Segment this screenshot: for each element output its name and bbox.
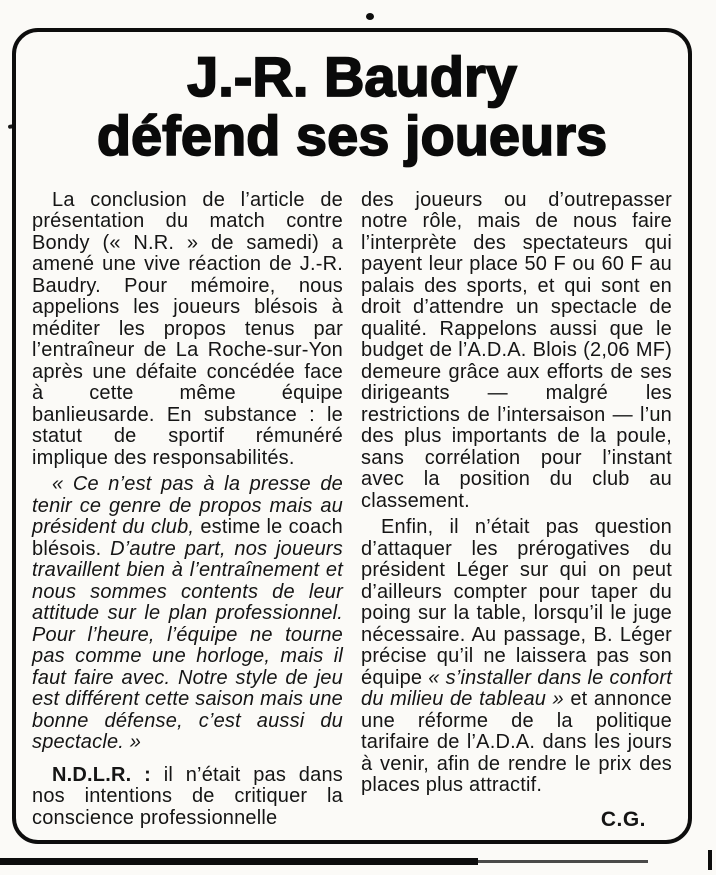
- paragraph-intro: [32, 190, 343, 470]
- headline-line-1: J.-R. Baudry: [187, 45, 517, 108]
- scan-bottom-bar-thin: [478, 860, 648, 863]
- article-columns: [16, 190, 688, 831]
- quote-part-1: « Ce n’est pas à la presse de tenir ce genre de propos mais au président du club,: [32, 473, 343, 539]
- enfin-quote: « s’installer dans le confort du milieu de tableau »: [361, 666, 672, 711]
- paragraph-enfin: [361, 517, 672, 797]
- scan-right-tick-artifact: [708, 850, 712, 870]
- scan-dot-artifact: [366, 13, 374, 20]
- paragraph-intro-text: La conclusion de l’article de présentation du match contre Bondy (« N.R. » de samedi) a amené une vive réaction de J.-R. Baudry. Pour mémoire, nous appelions les joueurs blésois à méditer les propos tenus par l’entraîneur de La Roche-sur-Yon après une défaite concédée face à cette même équipe banlieusarde. En substance : le statut de sportif rémunéré implique des responsabilités.: [32, 188, 343, 469]
- paragraph-quote: [32, 474, 343, 754]
- quote-attribution: estime le coach blésois.: [32, 516, 343, 560]
- right-column: [361, 190, 672, 831]
- enfin-part-2: et annonce une réforme de la politique tarifaire de l’A.D.A. dans les jours à venir, afin de rendre le prix des places plus attractif.: [361, 688, 672, 797]
- enfin-part-1: Enfin, il n’était pas question d’attaquer les prérogatives du président Léger sur qui on peut d’ailleurs compter pour taper du poing sur la table, lorsqu’il le juge nécessaire. Au passage, B. Léger précise qu’il ne laissera pas son équipe: [361, 516, 672, 689]
- scan-bottom-bar-heavy: [0, 858, 478, 865]
- ndlr-text: il n’était pas dans nos intentions de critiquer la conscience professionnelle: [32, 763, 343, 829]
- page-title: [16, 45, 688, 167]
- paragraph-ndlr: [32, 765, 343, 830]
- ndlr-label: N.D.L.R. :: [52, 763, 151, 786]
- author-initials: C.G.: [600, 807, 646, 831]
- quote-part-2: D’autre part, nos joueurs travaillent bien à l’entraînement et nous sommes contents de leur attitude sur le plan professionnel. Pour l’heure, l’équipe ne tourne pas comme une horloge, mais il faut faire avec. Notre style de jeu est différent cette saison mais une bonne défense, c’est aussi du spectacle. »: [32, 537, 343, 754]
- article-border-box: [12, 28, 692, 844]
- paragraph-continuation: [361, 190, 672, 513]
- paragraph-continuation-text: des joueurs ou d’outrepasser notre rôle, mais de nous faire l’interprète des spectateurs qui payent leur place 50 F ou 60 F au palais des sports, et qui sont en droit d’attendre un spectacle de qualité. Rappelons aussi que le budget de l’A.D.A. Blois (2,06 MF) demeure grâce aux efforts de ses dirigeants — malgré les restrictions de l’intersaison — l’un des plus importants de la poule, sans corrélation pour l’instant avec la position du club au classement.: [361, 188, 672, 512]
- left-column: [32, 190, 343, 831]
- headline-line-2: défend ses joueurs: [96, 103, 608, 167]
